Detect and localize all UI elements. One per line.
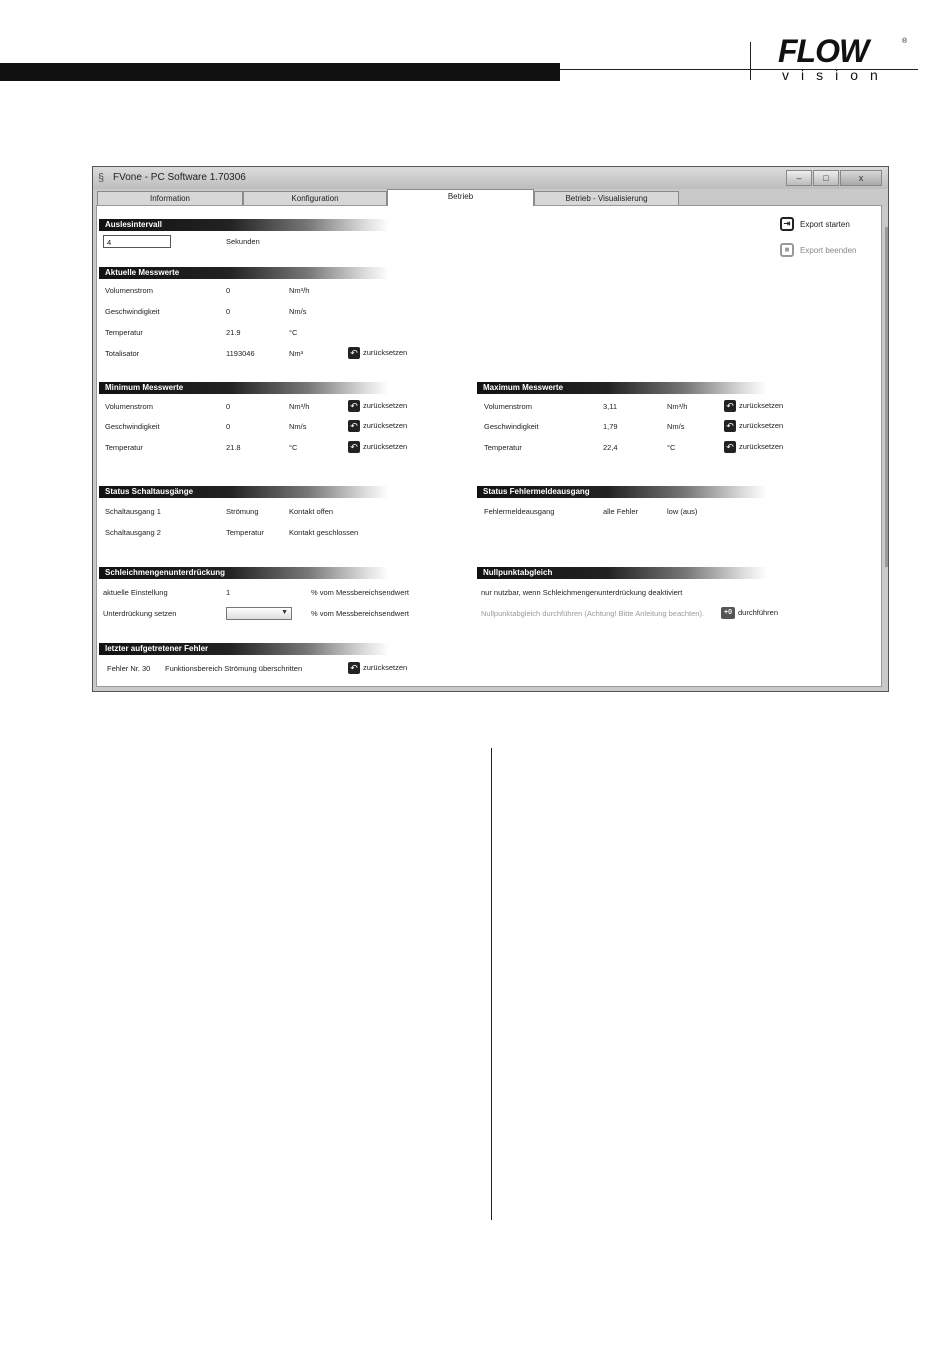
undo-icon: ↶ <box>348 420 360 432</box>
close-button[interactable]: x <box>840 170 882 186</box>
maximum-label: Volumenstrom <box>484 402 532 411</box>
reset-label: zurücksetzen <box>363 401 408 410</box>
section-minimum-values: Minimum Messwerte <box>99 382 389 394</box>
app-window <box>92 166 889 692</box>
section-last-error: letzter aufgetretener Fehler <box>99 643 389 655</box>
section-current-values: Aktuelle Messwerte <box>99 267 389 279</box>
undo-icon: ↶ <box>724 441 736 453</box>
undo-icon: ↶ <box>348 400 360 412</box>
minimum-unit: °C <box>289 443 298 452</box>
readout-interval-unit: Sekunden <box>226 237 260 246</box>
switch-output-label: Schaltausgang 2 <box>105 528 161 537</box>
low-flow-current-label: aktuelle Einstellung <box>103 588 168 597</box>
maximum-value: 3,11 <box>603 402 618 411</box>
reset-label: zurücksetzen <box>739 421 784 430</box>
current-unit: Nm³ <box>289 349 304 358</box>
minimum-label: Temperatur <box>105 443 143 452</box>
switch-output-source: Strömung <box>226 507 259 516</box>
current-value: 0 <box>226 286 231 295</box>
fault-output-source: alle Fehler <box>603 507 639 516</box>
zero-point-note: nur nutzbar, wenn Schleichmengenunterdrückung deaktiviert <box>481 588 683 597</box>
reset-label: zurücksetzen <box>363 421 408 430</box>
export-start-icon: ⇥ <box>780 217 794 231</box>
reset-label: zurücksetzen <box>363 663 408 672</box>
minimize-button[interactable]: – <box>786 170 812 186</box>
low-flow-set-label: Unterdrückung setzen <box>103 609 177 618</box>
window-controls <box>785 170 882 186</box>
maximum-label: Geschwindigkeit <box>484 422 539 431</box>
logo-subtext: vision <box>782 67 890 83</box>
app-icon: § <box>98 172 105 184</box>
logo-registered: ® <box>902 38 908 45</box>
section-zero-point: Nullpunktabgleich <box>477 567 767 579</box>
section-switching-outputs: Status Schaltausgänge <box>99 486 389 498</box>
current-label: Totalisator <box>105 349 140 358</box>
low-flow-current-value: 1 <box>226 588 231 597</box>
low-flow-current-unit: % vom Messbereichsendwert <box>311 588 409 597</box>
minimum-label: Volumenstrom <box>105 402 153 411</box>
section-maximum-values: Maximum Messwerte <box>477 382 767 394</box>
tab-betrieb-visualisierung[interactable]: Betrieb - Visualisierung <box>534 191 679 205</box>
zero-point-run-label: durchführen <box>738 608 779 617</box>
window-title: FVone - PC Software 1.70306 <box>113 172 246 183</box>
chevron-down-icon: ▼ <box>281 609 288 616</box>
maximum-value: 1,79 <box>603 422 618 431</box>
switch-output-state: Kontakt geschlossen <box>289 528 359 537</box>
logo-text: FLOW <box>778 33 869 69</box>
title-bar <box>93 167 888 189</box>
window-scrollbar[interactable] <box>885 227 888 567</box>
header-bar <box>0 63 560 81</box>
last-error-text: Funktionsbereich Strömung überschritten <box>165 664 303 673</box>
header-tick <box>750 42 751 80</box>
maximum-value: 22,4 <box>603 443 618 452</box>
tab-content <box>96 205 882 687</box>
maximum-unit: °C <box>667 443 676 452</box>
undo-icon: ↶ <box>724 400 736 412</box>
column-divider <box>491 748 492 1220</box>
undo-icon: ↶ <box>348 441 360 453</box>
low-flow-set-unit: % vom Messbereichsendwert <box>311 609 409 618</box>
export-start-label: Export starten <box>800 220 850 229</box>
zero-icon: +0 <box>721 607 735 619</box>
section-fault-output: Status Fehlermeldeausgang <box>477 486 767 498</box>
reset-label: zurücksetzen <box>363 442 408 451</box>
low-flow-select[interactable] <box>226 607 292 620</box>
export-stop-icon: ■ <box>780 243 794 257</box>
export-stop-label: Export beenden <box>800 246 857 255</box>
current-value: 0 <box>226 307 231 316</box>
tab-bar <box>96 189 882 205</box>
reset-label: zurücksetzen <box>739 401 784 410</box>
minimum-unit: Nm/s <box>289 422 307 431</box>
undo-icon: ↶ <box>724 420 736 432</box>
minimum-value: 0 <box>226 402 231 411</box>
section-readout-interval: Auslesintervall <box>99 219 389 231</box>
section-low-flow-cutoff: Schleichmengenunterdrückung <box>99 567 389 579</box>
current-unit: Nm/s <box>289 307 307 316</box>
maximum-unit: Nm/s <box>667 422 685 431</box>
maximum-label: Temperatur <box>484 443 522 452</box>
maximum-unit: Nm³/h <box>667 402 688 411</box>
zero-point-action-text: Nullpunktabgleich durchführen (Achtung! Bitte Anleitung beachten). <box>481 609 705 618</box>
fault-output-state: low (aus) <box>667 507 698 516</box>
minimum-unit: Nm³/h <box>289 402 310 411</box>
current-value: 21.9 <box>226 328 241 337</box>
minimum-label: Geschwindigkeit <box>105 422 160 431</box>
current-unit: °C <box>289 328 298 337</box>
reset-label: zurücksetzen <box>363 348 408 357</box>
fault-output-label: Fehlermeldeausgang <box>484 507 555 516</box>
maximize-button[interactable]: □ <box>813 170 839 186</box>
readout-interval-input[interactable]: 4 <box>103 235 171 248</box>
minimum-value: 0 <box>226 422 231 431</box>
tab-konfiguration[interactable]: Konfiguration <box>243 191 387 205</box>
switch-output-state: Kontakt offen <box>289 507 334 516</box>
current-value: 1193046 <box>226 349 255 358</box>
minimum-value: 21.8 <box>226 443 241 452</box>
last-error-code: Fehler Nr. 30 <box>107 664 151 673</box>
undo-icon: ↶ <box>348 347 360 359</box>
current-label: Temperatur <box>105 328 143 337</box>
reset-label: zurücksetzen <box>739 442 784 451</box>
current-unit: Nm³/h <box>289 286 310 295</box>
tab-information[interactable]: Information <box>97 191 243 205</box>
current-label: Volumenstrom <box>105 286 153 295</box>
switch-output-source: Temperatur <box>226 528 264 537</box>
undo-icon: ↶ <box>348 662 360 674</box>
current-label: Geschwindigkeit <box>105 307 160 316</box>
tab-betrieb[interactable]: Betrieb <box>387 189 534 206</box>
flow-vision-logo <box>778 34 913 84</box>
switch-output-label: Schaltausgang 1 <box>105 507 161 516</box>
